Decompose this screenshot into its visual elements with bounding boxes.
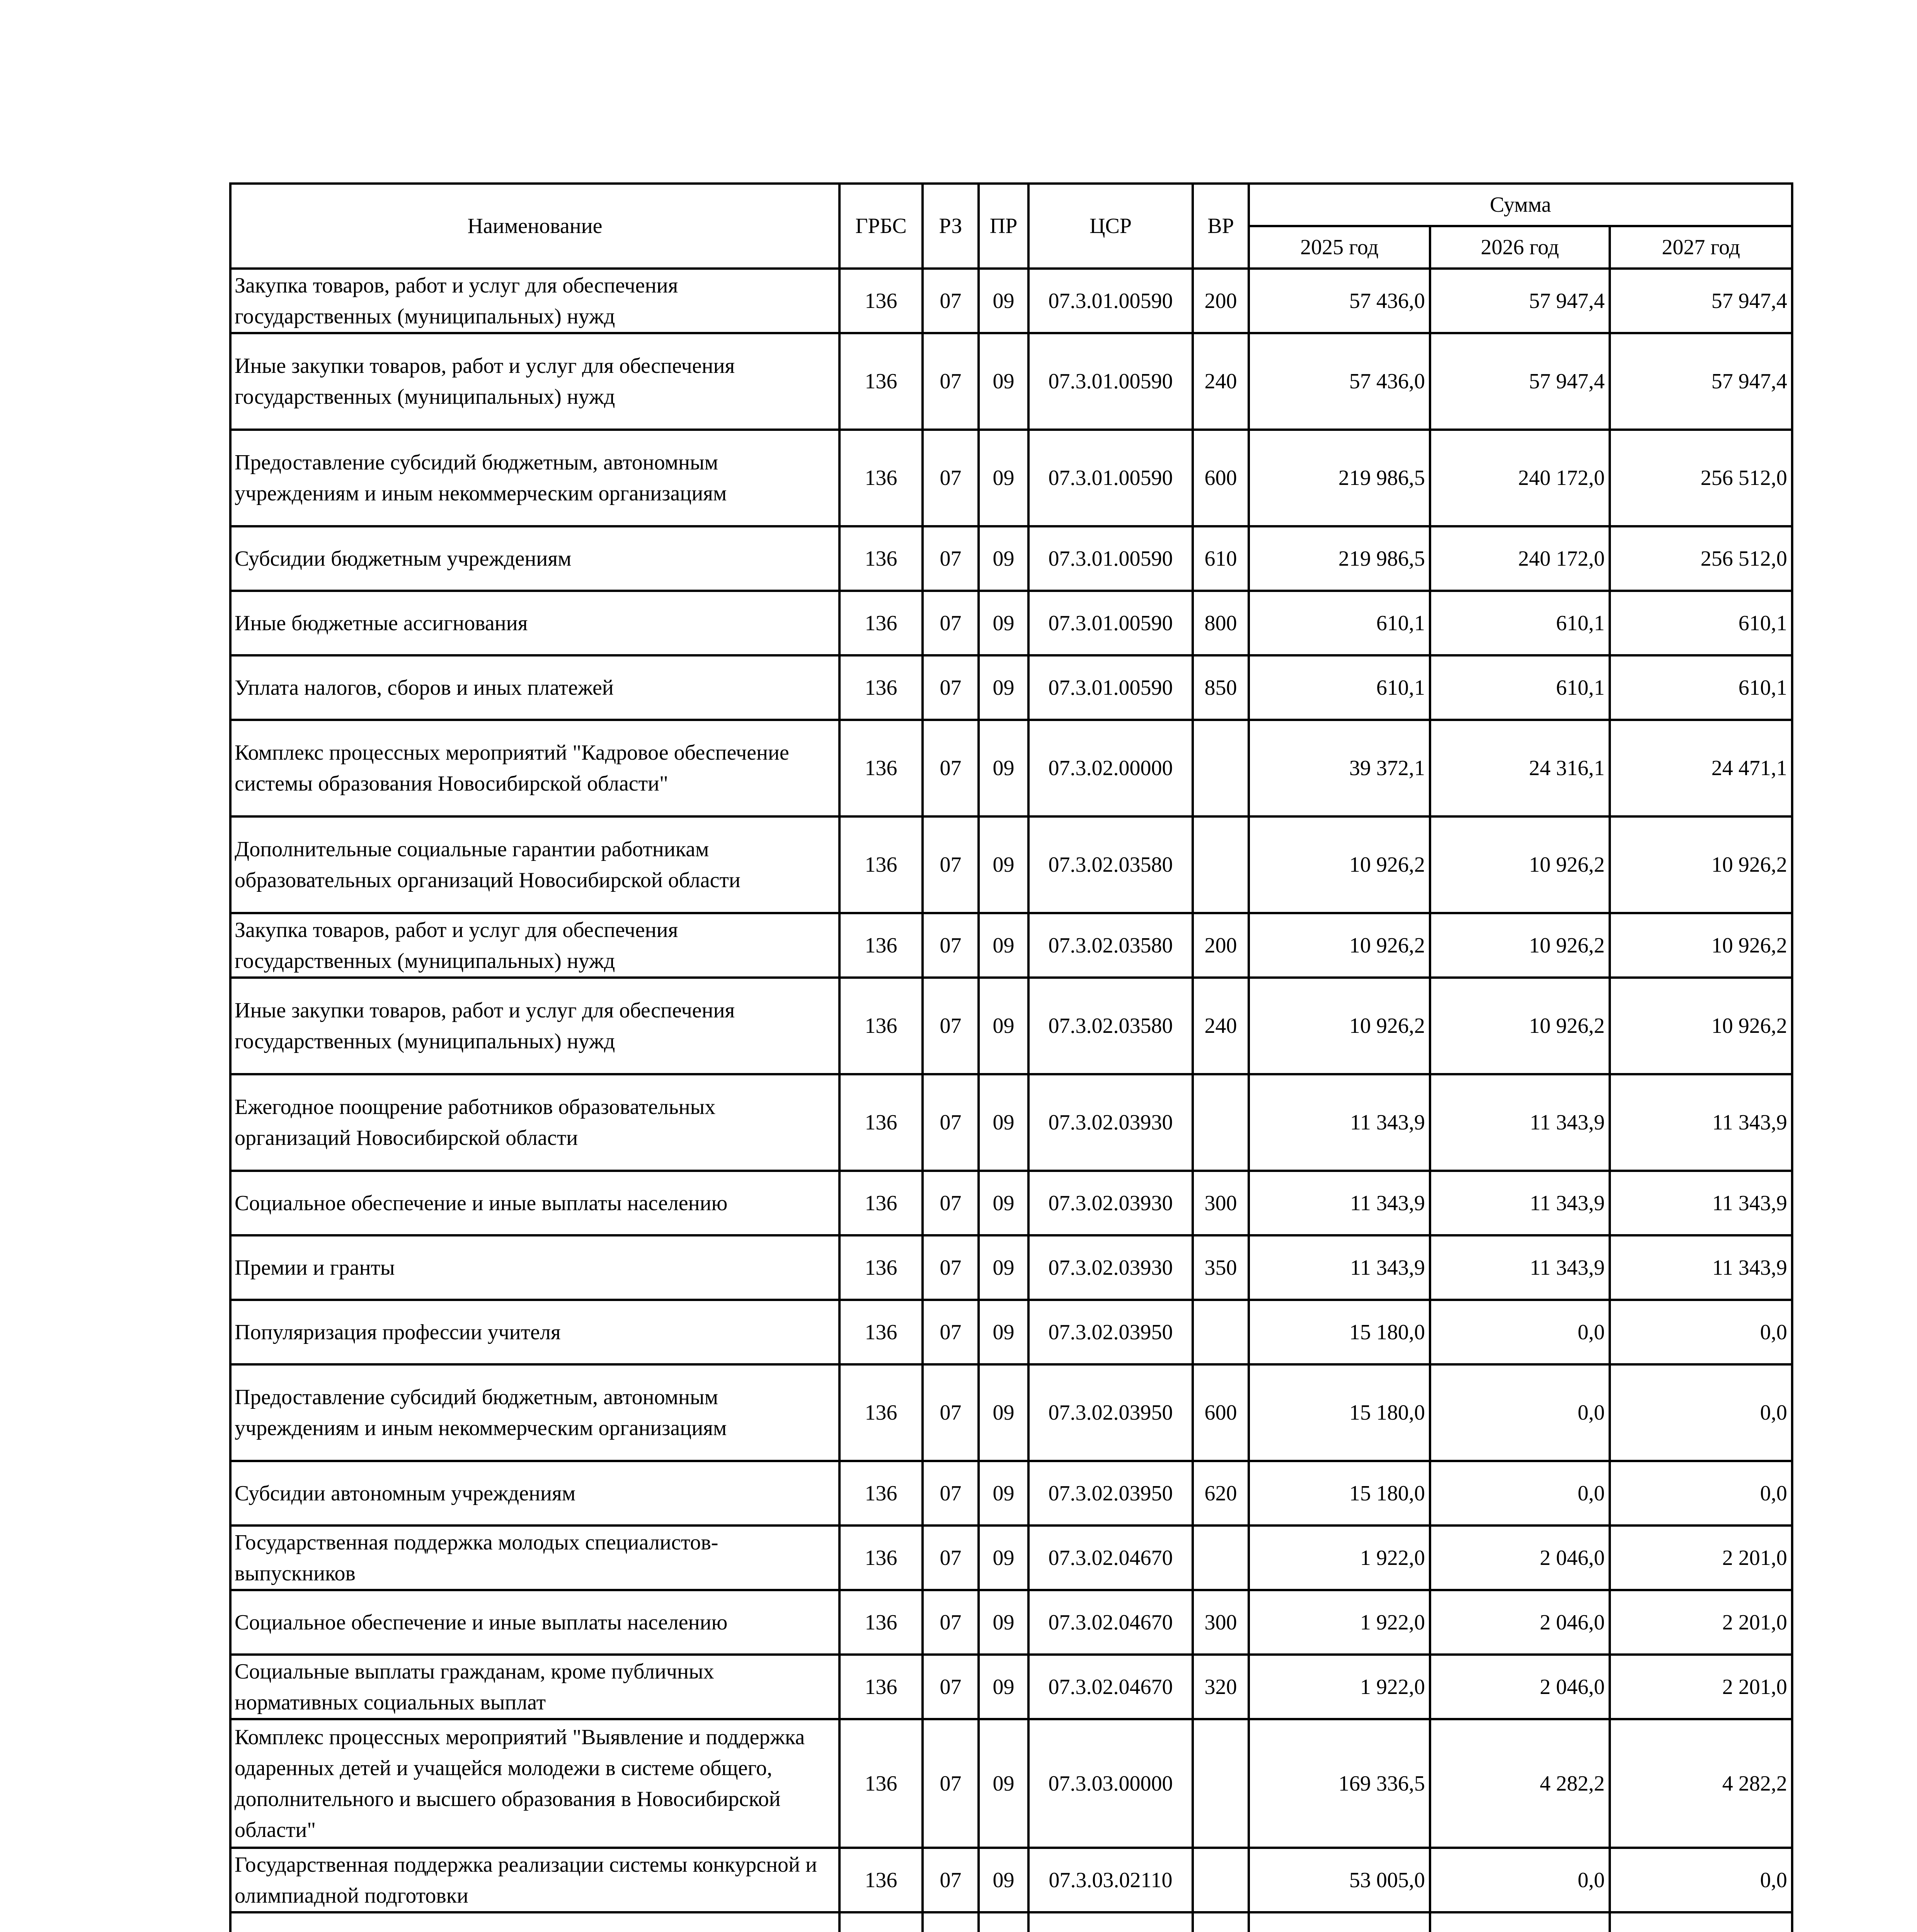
row-amount-2026: 0,0 [1430, 1848, 1610, 1912]
header-name: Наименование [230, 184, 839, 269]
row-amount-2027: 256 512,0 [1610, 526, 1792, 591]
row-amount-2026: 2 046,0 [1430, 1526, 1610, 1590]
row-csr: 07.3.02.03580 [1028, 816, 1193, 913]
row-amount-2026: 10 926,2 [1430, 978, 1610, 1074]
row-amount-2026: 2 046,0 [1430, 1590, 1610, 1655]
row-grbs: 136 [839, 526, 923, 591]
table-row [230, 269, 1792, 333]
row-csr: 07.3.02.04670 [1028, 1655, 1193, 1719]
table-row [230, 1655, 1792, 1719]
table-row [230, 720, 1792, 816]
row-csr: 07.3.02.03950 [1028, 1364, 1193, 1461]
row-name: Предоставление субсидий бюджетным, автономным учреждениям и иным некоммерческим организациям [230, 430, 839, 526]
row-rz [923, 1912, 979, 1932]
row-name: Иные закупки товаров, работ и услуг для обеспечения государственных (муниципальных) нужд [230, 978, 839, 1074]
row-grbs: 136 [839, 430, 923, 526]
table-body [230, 269, 1792, 1932]
row-grbs: 136 [839, 1590, 923, 1655]
row-pr: 09 [979, 1655, 1028, 1719]
row-amount-2027: 10 926,2 [1610, 816, 1792, 913]
row-amount-2027: 10 926,2 [1610, 913, 1792, 978]
table-row [230, 1300, 1792, 1364]
row-amount-2027: 256 512,0 [1610, 430, 1792, 526]
row-amount-2025: 11 343,9 [1249, 1235, 1430, 1300]
table-row [230, 1912, 1792, 1932]
row-vr: 200 [1193, 269, 1249, 333]
row-name: Государственная поддержка молодых специалистов-выпускников [230, 1526, 839, 1590]
row-grbs: 136 [839, 333, 923, 430]
row-csr: 07.3.03.02110 [1028, 1848, 1193, 1912]
row-rz: 07 [923, 591, 979, 655]
row-csr: 07.3.01.00590 [1028, 430, 1193, 526]
row-amount-2026: 610,1 [1430, 591, 1610, 655]
row-rz: 07 [923, 269, 979, 333]
row-pr: 09 [979, 1590, 1028, 1655]
row-amount-2027: 0,0 [1610, 1461, 1792, 1526]
table-row [230, 333, 1792, 430]
row-pr: 09 [979, 1074, 1028, 1171]
row-pr: 09 [979, 978, 1028, 1074]
row-vr: 600 [1193, 430, 1249, 526]
row-rz: 07 [923, 1526, 979, 1590]
row-amount-2025: 10 926,2 [1249, 816, 1430, 913]
table-row [230, 430, 1792, 526]
row-rz: 07 [923, 978, 979, 1074]
row-name: Уплата налогов, сборов и иных платежей [230, 655, 839, 720]
row-pr: 09 [979, 591, 1028, 655]
header-csr: ЦСР [1028, 184, 1193, 269]
row-vr: 850 [1193, 655, 1249, 720]
row-name: Субсидии автономным учреждениям [230, 1461, 839, 1526]
row-pr: 09 [979, 1461, 1028, 1526]
row-pr: 09 [979, 430, 1028, 526]
table-row [230, 1171, 1792, 1235]
header-grbs: ГРБС [839, 184, 923, 269]
row-vr [1193, 1848, 1249, 1912]
row-pr: 09 [979, 1719, 1028, 1848]
table-row [230, 591, 1792, 655]
row-amount-2026: 10 926,2 [1430, 913, 1610, 978]
row-amount-2026: 10 926,2 [1430, 816, 1610, 913]
row-amount-2026: 24 316,1 [1430, 720, 1610, 816]
row-amount-2027: 24 471,1 [1610, 720, 1792, 816]
row-amount-2027: 610,1 [1610, 591, 1792, 655]
row-csr [1028, 1912, 1193, 1932]
row-grbs: 136 [839, 1074, 923, 1171]
row-grbs: 136 [839, 655, 923, 720]
row-amount-2026: 0,0 [1430, 1461, 1610, 1526]
row-amount-2027: 2 201,0 [1610, 1655, 1792, 1719]
row-name: Субсидии бюджетным учреждениям [230, 526, 839, 591]
header-pr: ПР [979, 184, 1028, 269]
row-amount-2025: 11 343,9 [1249, 1171, 1430, 1235]
row-amount-2026: 0,0 [1430, 1364, 1610, 1461]
table-row [230, 816, 1792, 913]
row-vr: 300 [1193, 1171, 1249, 1235]
row-grbs: 136 [839, 978, 923, 1074]
table-row [230, 655, 1792, 720]
row-grbs: 136 [839, 1461, 923, 1526]
row-csr: 07.3.01.00590 [1028, 333, 1193, 430]
row-vr: 320 [1193, 1655, 1249, 1719]
row-vr [1193, 720, 1249, 816]
row-pr: 09 [979, 1235, 1028, 1300]
row-csr: 07.3.01.00590 [1028, 655, 1193, 720]
row-name: Социальное обеспечение и иные выплаты населению [230, 1171, 839, 1235]
row-pr: 09 [979, 816, 1028, 913]
row-amount-2025: 1 922,0 [1249, 1655, 1430, 1719]
row-amount-2025: 11 343,9 [1249, 1074, 1430, 1171]
row-amount-2026: 2 046,0 [1430, 1655, 1610, 1719]
row-amount-2026: 57 947,4 [1430, 333, 1610, 430]
row-rz: 07 [923, 1235, 979, 1300]
table-row [230, 1461, 1792, 1526]
table-row [230, 526, 1792, 591]
row-name: Дополнительные социальные гарантии работникам образовательных организаций Новосибирской области [230, 816, 839, 913]
row-amount-2027: 2 201,0 [1610, 1526, 1792, 1590]
row-pr: 09 [979, 269, 1028, 333]
row-amount-2025: 57 436,0 [1249, 269, 1430, 333]
row-csr: 07.3.01.00590 [1028, 269, 1193, 333]
table-row [230, 1848, 1792, 1912]
row-name: Закупка товаров, работ и услуг для обеспечения государственных (муниципальных) нужд [230, 913, 839, 978]
table-row [230, 1526, 1792, 1590]
row-amount-2027 [1610, 1912, 1792, 1932]
row-grbs: 136 [839, 1364, 923, 1461]
row-grbs: 136 [839, 1719, 923, 1848]
header-rz: РЗ [923, 184, 979, 269]
row-name: Социальное обеспечение и иные выплаты населению [230, 1590, 839, 1655]
row-pr [979, 1912, 1028, 1932]
row-rz: 07 [923, 1848, 979, 1912]
row-amount-2025 [1249, 1912, 1430, 1932]
row-amount-2027: 4 282,2 [1610, 1719, 1792, 1848]
row-grbs: 136 [839, 720, 923, 816]
row-amount-2025: 39 372,1 [1249, 720, 1430, 816]
row-amount-2025: 610,1 [1249, 591, 1430, 655]
row-amount-2026: 610,1 [1430, 655, 1610, 720]
row-amount-2025: 169 336,5 [1249, 1719, 1430, 1848]
row-amount-2025: 15 180,0 [1249, 1364, 1430, 1461]
row-name: Закупка товаров, работ и услуг для обеспечения государственных (муниципальных) нужд [230, 269, 839, 333]
row-csr: 07.3.02.03930 [1028, 1074, 1193, 1171]
row-grbs: 136 [839, 1848, 923, 1912]
row-amount-2025: 10 926,2 [1249, 913, 1430, 978]
row-amount-2027: 610,1 [1610, 655, 1792, 720]
row-csr: 07.3.02.04670 [1028, 1526, 1193, 1590]
row-vr: 350 [1193, 1235, 1249, 1300]
row-rz: 07 [923, 720, 979, 816]
row-pr: 09 [979, 913, 1028, 978]
row-pr: 09 [979, 1848, 1028, 1912]
row-csr: 07.3.02.03580 [1028, 978, 1193, 1074]
row-rz: 07 [923, 333, 979, 430]
row-amount-2027: 11 343,9 [1610, 1235, 1792, 1300]
row-name: Комплекс процессных мероприятий "Выявление и поддержка одаренных детей и учащейся молодежи в системе общего, дополнительного и высшего образования в Новосибирской области" [230, 1719, 839, 1848]
row-vr: 620 [1193, 1461, 1249, 1526]
row-rz: 07 [923, 655, 979, 720]
row-rz: 07 [923, 913, 979, 978]
row-rz: 07 [923, 430, 979, 526]
row-pr: 09 [979, 720, 1028, 816]
row-pr: 09 [979, 1300, 1028, 1364]
row-amount-2027: 57 947,4 [1610, 269, 1792, 333]
row-amount-2027: 0,0 [1610, 1364, 1792, 1461]
table-row [230, 1590, 1792, 1655]
row-vr [1193, 1719, 1249, 1848]
row-grbs: 136 [839, 1235, 923, 1300]
table-row [230, 913, 1792, 978]
header-2025: 2025 год [1249, 226, 1430, 269]
row-amount-2025: 15 180,0 [1249, 1300, 1430, 1364]
row-amount-2025: 57 436,0 [1249, 333, 1430, 430]
row-amount-2026: 11 343,9 [1430, 1171, 1610, 1235]
row-csr: 07.3.01.00590 [1028, 526, 1193, 591]
row-name: Ежегодное поощрение работников образовательных организаций Новосибирской области [230, 1074, 839, 1171]
row-amount-2026: 11 343,9 [1430, 1235, 1610, 1300]
row-pr: 09 [979, 1364, 1028, 1461]
table-row [230, 978, 1792, 1074]
row-pr: 09 [979, 655, 1028, 720]
row-grbs: 136 [839, 1526, 923, 1590]
row-amount-2025: 219 986,5 [1249, 430, 1430, 526]
row-amount-2027: 10 926,2 [1610, 978, 1792, 1074]
header-vr: ВР [1193, 184, 1249, 269]
row-amount-2025: 15 180,0 [1249, 1461, 1430, 1526]
row-name: Премии и гранты [230, 1235, 839, 1300]
row-name: Комплекс процессных мероприятий "Кадровое обеспечение системы образования Новосибирской области" [230, 720, 839, 816]
row-vr: 800 [1193, 591, 1249, 655]
row-rz: 07 [923, 816, 979, 913]
row-amount-2026: 4 282,2 [1430, 1719, 1610, 1848]
row-amount-2026: 240 172,0 [1430, 526, 1610, 591]
row-rz: 07 [923, 526, 979, 591]
row-csr: 07.3.02.03950 [1028, 1300, 1193, 1364]
row-rz: 07 [923, 1719, 979, 1848]
row-csr: 07.3.03.00000 [1028, 1719, 1193, 1848]
row-csr: 07.3.02.03930 [1028, 1235, 1193, 1300]
row-grbs: 136 [839, 1171, 923, 1235]
row-grbs: 136 [839, 1300, 923, 1364]
row-vr: 240 [1193, 333, 1249, 430]
row-grbs: 136 [839, 269, 923, 333]
row-rz: 07 [923, 1590, 979, 1655]
row-pr: 09 [979, 1171, 1028, 1235]
table-row [230, 1719, 1792, 1848]
row-csr: 07.3.02.04670 [1028, 1590, 1193, 1655]
row-name [230, 1912, 839, 1932]
row-rz: 07 [923, 1364, 979, 1461]
row-amount-2027: 0,0 [1610, 1848, 1792, 1912]
row-name: Предоставление субсидий бюджетным, автономным учреждениям и иным некоммерческим организациям [230, 1364, 839, 1461]
row-vr [1193, 816, 1249, 913]
row-amount-2026: 0,0 [1430, 1300, 1610, 1364]
row-amount-2025: 10 926,2 [1249, 978, 1430, 1074]
row-name: Государственная поддержка реализации системы конкурсной и олимпиадной подготовки [230, 1848, 839, 1912]
row-grbs [839, 1912, 923, 1932]
row-amount-2026: 57 947,4 [1430, 269, 1610, 333]
row-pr: 09 [979, 333, 1028, 430]
budget-table [229, 182, 1793, 1932]
row-grbs: 136 [839, 591, 923, 655]
row-amount-2026: 11 343,9 [1430, 1074, 1610, 1171]
row-rz: 07 [923, 1655, 979, 1719]
row-amount-2025: 53 005,0 [1249, 1848, 1430, 1912]
row-grbs: 136 [839, 816, 923, 913]
table-row [230, 1364, 1792, 1461]
row-vr [1193, 1074, 1249, 1171]
header-sum: Сумма [1249, 184, 1792, 226]
row-vr [1193, 1912, 1249, 1932]
row-amount-2027: 2 201,0 [1610, 1590, 1792, 1655]
row-rz: 07 [923, 1461, 979, 1526]
row-amount-2027: 11 343,9 [1610, 1171, 1792, 1235]
row-amount-2027: 11 343,9 [1610, 1074, 1792, 1171]
row-csr: 07.3.02.03930 [1028, 1171, 1193, 1235]
row-amount-2025: 219 986,5 [1249, 526, 1430, 591]
row-rz: 07 [923, 1074, 979, 1171]
row-vr: 300 [1193, 1590, 1249, 1655]
row-csr: 07.3.02.03950 [1028, 1461, 1193, 1526]
row-csr: 07.3.02.00000 [1028, 720, 1193, 816]
row-name: Иные бюджетные ассигнования [230, 591, 839, 655]
row-vr: 240 [1193, 978, 1249, 1074]
table-header-row [230, 184, 1792, 226]
row-amount-2025: 1 922,0 [1249, 1590, 1430, 1655]
row-vr [1193, 1300, 1249, 1364]
row-name: Социальные выплаты гражданам, кроме публичных нормативных социальных выплат [230, 1655, 839, 1719]
row-pr: 09 [979, 1526, 1028, 1590]
row-rz: 07 [923, 1171, 979, 1235]
table-row [230, 1235, 1792, 1300]
row-amount-2026: 240 172,0 [1430, 430, 1610, 526]
row-vr [1193, 1526, 1249, 1590]
row-amount-2025: 1 922,0 [1249, 1526, 1430, 1590]
row-csr: 07.3.02.03580 [1028, 913, 1193, 978]
row-amount-2027: 0,0 [1610, 1300, 1792, 1364]
table-row [230, 1074, 1792, 1171]
row-name: Иные закупки товаров, работ и услуг для обеспечения государственных (муниципальных) нужд [230, 333, 839, 430]
row-vr: 600 [1193, 1364, 1249, 1461]
row-amount-2025: 610,1 [1249, 655, 1430, 720]
row-csr: 07.3.01.00590 [1028, 591, 1193, 655]
row-amount-2026 [1430, 1912, 1610, 1932]
row-grbs: 136 [839, 1655, 923, 1719]
row-name: Популяризация профессии учителя [230, 1300, 839, 1364]
row-amount-2027: 57 947,4 [1610, 333, 1792, 430]
row-vr: 200 [1193, 913, 1249, 978]
header-2027: 2027 год [1610, 226, 1792, 269]
row-vr: 610 [1193, 526, 1249, 591]
row-pr: 09 [979, 526, 1028, 591]
header-2026: 2026 год [1430, 226, 1610, 269]
row-grbs: 136 [839, 913, 923, 978]
row-rz: 07 [923, 1300, 979, 1364]
